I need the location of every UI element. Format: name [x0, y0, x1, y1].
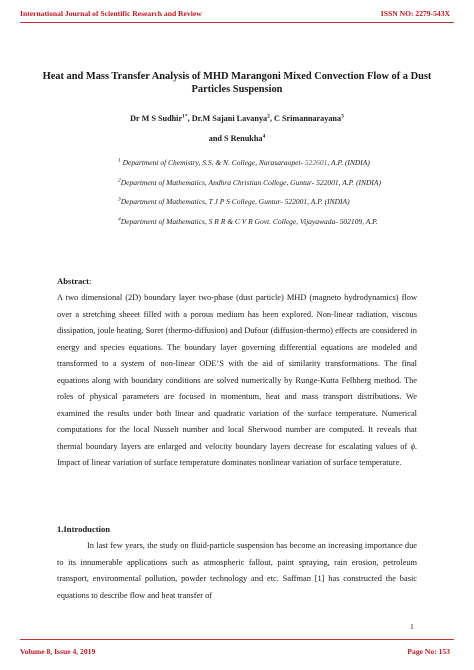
footer-divider: [20, 639, 454, 640]
affiliation-2: $^2$Department of Mathematics, Andhra Christian College, Guntur- 522001, A.P. (INDIA): [118, 177, 382, 187]
author-2: Dr.M Sajani Lavanya: [191, 114, 268, 123]
page-number: 1: [410, 622, 414, 631]
header-divider: [20, 22, 454, 23]
volume-issue: Volume 8, Issue 4, 2019: [20, 647, 96, 656]
author-3: C Srimannarayana: [273, 114, 342, 123]
phi-symbol: ϕ: [410, 441, 415, 451]
author-1-sup: 1*: [182, 113, 188, 120]
author-line-2: [20, 129, 454, 149]
affiliation-4: $^4$Department of Mathematics, S R R & C V R Govt. College, Vijayawada- 502109, A.P.: [118, 216, 378, 226]
affiliation-1: $^1$ Department of Chemistry, S.S. & N. College, Narasaraopet- 522601, A.P. (INDIA): [118, 157, 370, 167]
affiliation-3: $^3$Department of Mathematics, T J P S College, Guntur- 522001, A.P. (INDIA): [118, 196, 350, 206]
author-list: [20, 109, 454, 149]
author-4-sup: 4: [262, 133, 266, 140]
paper-title: Heat and Mass Transfer Analysis of MHD Marangoni Mixed Convection Flow of a Dust Particles Suspension: [42, 71, 432, 95]
abstract-heading: Abstract:: [57, 276, 92, 286]
abstract-tail: . Impact of linear variation of surface temperature dominates nonlinear variation of surface temperature.: [57, 441, 418, 468]
abstract-body: [57, 290, 417, 472]
affiliation-1-pin: 522601: [304, 158, 328, 167]
introduction-heading: 1.Introduction: [57, 524, 111, 534]
introduction-body: [57, 538, 417, 604]
issn-number: ISSN NO: 2279-543X: [380, 9, 450, 18]
abstract-text: A two dimensional (2D) boundary layer two-phase (dust particle) MHD (magneto hydrodynamics) flow over a stretching sheeet filled with a porous medium has been explored. Non-linear radiation, viscous dissipation, joule heating, Soret (thermo-diffusion) and Dufour (diffusion-thermo) effects are considered in energy and species equations. The boundary layer governing differential equations are modeled and transformed to a system of non-linear ODE’S with the aid of similarity transformations. The final equations along with boundary conditions are solved numerically by Runge-Kutta Felhberg method. The roles of physical parameters are focused in momentum, heat and mass transport distributions. We examined the results under both linear and quadratic variation of the surface temperature. Numerical computations for the local Nusselt number and local Sherwood number are computed. It reveals that thermal boundary layers are enlarged and velocity boundary layers decrease for escalating values of: [57, 293, 417, 451]
author-4: and S Renukha: [208, 134, 263, 143]
introduction-text: In last few years, the study on fluid-particle suspension has become an increasing importance due to its innumerable applications such as atmospheric fallout, paint spraying, rain erosion, petroleum transport, environmental pollution, powder technology and etc. Saffman [1] has constructed the basic equations to describe flow and heat transfer of: [57, 541, 417, 600]
affiliation-list: [118, 158, 458, 236]
author-2-sup: 2: [267, 113, 270, 120]
author-line-1: Dr M S Sudhir$^{1*}$, Dr.M Sajani Lavanya$^2$, C Srimannarayana$^3$: [130, 113, 344, 123]
author-1: Dr M S Sudhir: [130, 114, 183, 123]
author-3-sup: 3: [341, 113, 344, 120]
footer-page-number: Page No: 153: [407, 647, 450, 656]
journal-name: International Journal of Scientific Research and Review: [20, 9, 202, 18]
